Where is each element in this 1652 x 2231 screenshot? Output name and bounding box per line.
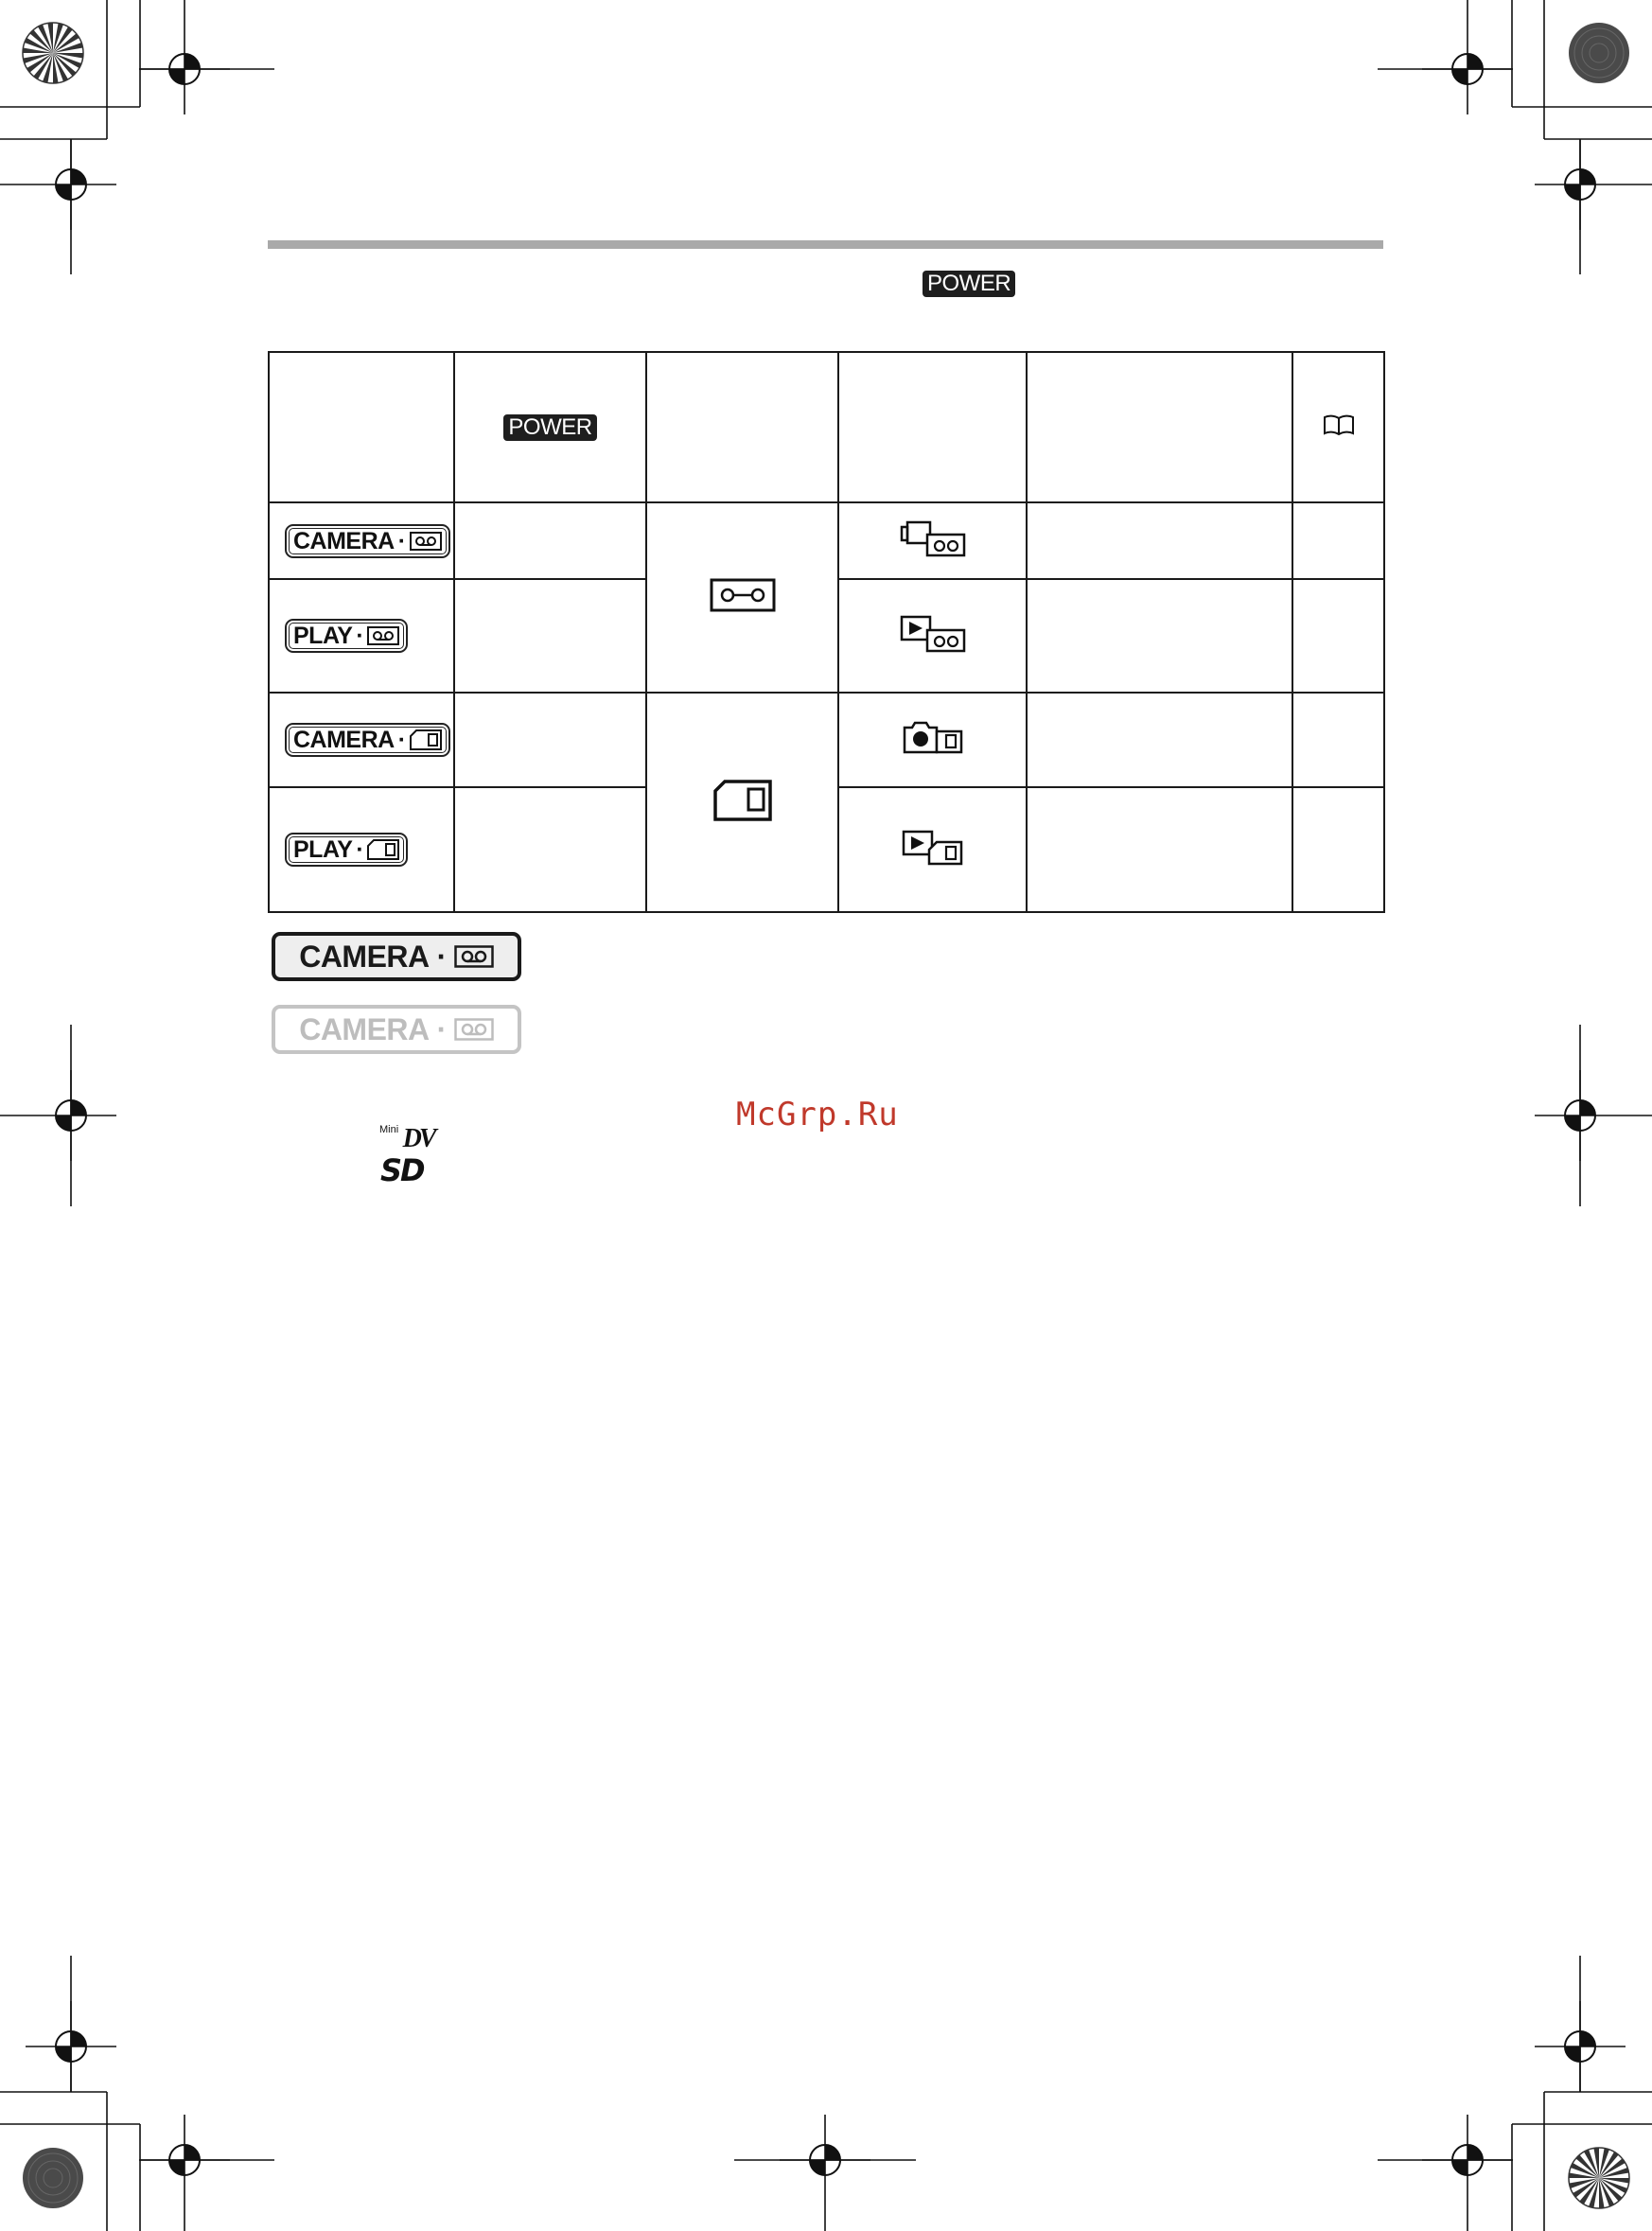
mode-cell bbox=[269, 693, 454, 787]
table-header-row bbox=[269, 352, 1384, 502]
power-cell bbox=[454, 693, 646, 787]
page-cell bbox=[1292, 787, 1384, 912]
play-card-icon bbox=[901, 829, 965, 867]
solid-target-bottom-left bbox=[20, 2145, 86, 2211]
display-cell bbox=[838, 693, 1027, 787]
camera-cassette-icon bbox=[899, 519, 967, 557]
page-cell bbox=[1292, 693, 1384, 787]
power-cell bbox=[454, 502, 646, 579]
media-cell-tape bbox=[646, 502, 838, 693]
header-cell-mode bbox=[269, 352, 454, 502]
mode-badge-active: CAMERA · bbox=[272, 932, 521, 981]
play-cassette-icon bbox=[899, 614, 967, 654]
cassette-icon bbox=[367, 626, 399, 645]
svg-text:SD: SD bbox=[380, 1156, 424, 1186]
mode-cell bbox=[269, 579, 454, 693]
mode-badge-play-tape: PLAY · bbox=[285, 619, 408, 653]
book-icon bbox=[1323, 413, 1355, 436]
mode-badge-inactive: CAMERA · bbox=[272, 1005, 521, 1054]
legend-inactive-mode bbox=[272, 1005, 521, 1054]
cassette-icon bbox=[454, 1018, 494, 1041]
power-switch-label: POWER bbox=[923, 271, 1015, 297]
table-row bbox=[269, 502, 1384, 579]
table-row bbox=[269, 693, 1384, 787]
card-icon bbox=[410, 729, 442, 750]
operation-cell bbox=[1027, 693, 1292, 787]
photo-card-icon bbox=[901, 720, 965, 756]
operation-cell bbox=[1027, 787, 1292, 912]
cassette-icon bbox=[710, 578, 776, 612]
cassette-icon bbox=[454, 945, 494, 968]
solid-target-top-right bbox=[1566, 20, 1632, 86]
card-icon bbox=[713, 780, 772, 821]
header-cell-page bbox=[1292, 352, 1384, 502]
display-cell bbox=[838, 579, 1027, 693]
sd-logo bbox=[378, 1156, 452, 1191]
header-cell-display bbox=[838, 352, 1027, 502]
power-switch-label: POWER bbox=[503, 414, 596, 441]
power-cell bbox=[454, 787, 646, 912]
header-cell-media bbox=[646, 352, 838, 502]
minidv-logo: $^{Mini}$ DV bbox=[379, 1124, 434, 1153]
media-cell-card bbox=[646, 693, 838, 912]
legend-active-mode bbox=[272, 932, 521, 981]
site-watermark: McGrp.Ru bbox=[736, 1096, 899, 1133]
mode-badge-camera-tape: CAMERA · bbox=[285, 524, 450, 558]
cassette-icon bbox=[410, 532, 442, 551]
sunburst-target-top-left bbox=[20, 20, 86, 86]
power-cell bbox=[454, 579, 646, 693]
mode-cell bbox=[269, 787, 454, 912]
operating-modes-table bbox=[268, 351, 1385, 913]
sunburst-target-bottom-right bbox=[1566, 2145, 1632, 2211]
page-cell bbox=[1292, 579, 1384, 693]
operation-cell bbox=[1027, 502, 1292, 579]
card-icon bbox=[367, 839, 399, 860]
mode-badge-play-card: PLAY · bbox=[285, 833, 408, 867]
mode-badge-camera-card: CAMERA · bbox=[285, 723, 450, 757]
header-cell-power bbox=[454, 352, 646, 502]
page-cell bbox=[1292, 502, 1384, 579]
display-cell bbox=[838, 787, 1027, 912]
header-cell-operation bbox=[1027, 352, 1292, 502]
section-header-rule bbox=[268, 240, 1383, 249]
display-cell bbox=[838, 502, 1027, 579]
operation-cell bbox=[1027, 579, 1292, 693]
mode-cell bbox=[269, 502, 454, 579]
